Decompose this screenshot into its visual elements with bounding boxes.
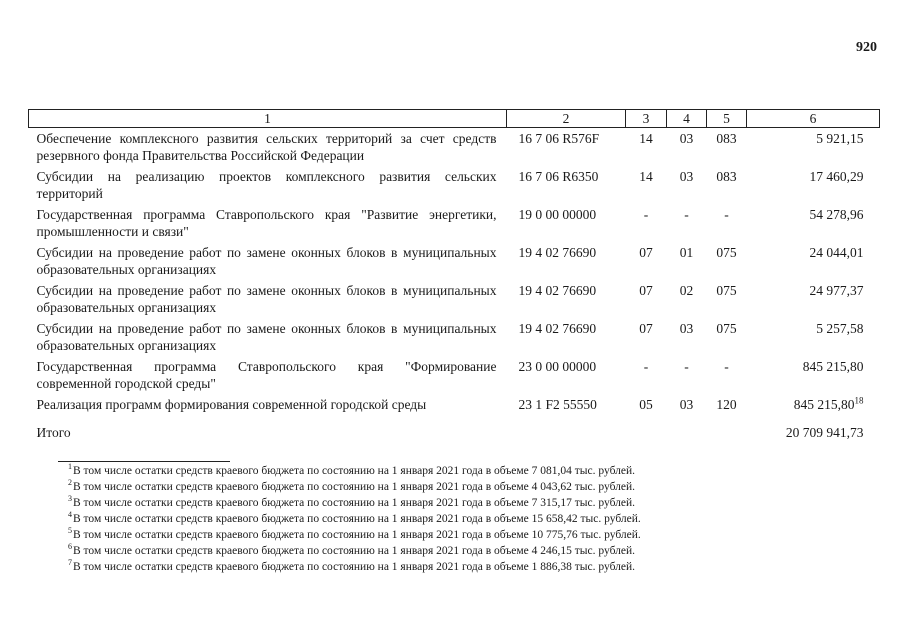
row-sum-value: 54 278,96 <box>809 207 864 222</box>
row-sum <box>747 320 880 358</box>
table-row <box>29 358 880 396</box>
total-sum <box>747 424 880 448</box>
row-col4: - <box>684 359 689 374</box>
footnote <box>68 559 828 575</box>
footnote-number: 5 <box>68 526 72 536</box>
row-sum <box>747 168 880 206</box>
row-sum-value: 845 215,80 <box>802 359 864 374</box>
row-col3: 14 <box>639 169 653 184</box>
row-col3: 14 <box>639 131 653 146</box>
footnote <box>68 463 828 479</box>
row-name: Обеспечение комплексного развития сельских территорий за счет средств резервного фонда Правительства Российской Федерации <box>36 131 497 163</box>
row-col5: 075 <box>716 283 737 298</box>
column-header: 3 <box>626 110 667 128</box>
row-col3: 07 <box>639 321 653 336</box>
row-name: Государственная программа Ставропольского края "Развитие энергетики, промышленности и связи" <box>36 207 497 239</box>
row-code: 23 1 F2 55550 <box>518 397 597 412</box>
row-name: Субсидии на реализацию проектов комплексного развития сельских территорий <box>36 169 497 201</box>
footnote <box>68 495 828 511</box>
row-col3: - <box>643 359 649 374</box>
column-header: 6 <box>747 110 880 128</box>
footnote-number: 7 <box>68 558 72 568</box>
row-col4: 03 <box>679 321 694 336</box>
row-sum-value: 5 257,58 <box>816 321 864 336</box>
footnote-text: В том числе остатки средств краевого бюджета по состоянию на 1 января 2021 года в объеме 4 246,15 тыс. рублей. <box>73 545 636 557</box>
table-row <box>29 168 880 206</box>
footnotes <box>68 463 828 575</box>
row-col5: 083 <box>716 131 737 146</box>
footnote <box>68 511 828 527</box>
footnote-text: В том числе остатки средств краевого бюджета по состоянию на 1 января 2021 года в объеме 7 315,17 тыс. рублей. <box>73 497 636 509</box>
total-row <box>29 424 880 448</box>
footnote-text: В том числе остатки средств краевого бюджета по состоянию на 1 января 2021 года в объеме 4 043,62 тыс. рублей. <box>73 481 636 493</box>
row-code: 19 4 02 76690 <box>518 245 597 260</box>
table-row <box>29 320 880 358</box>
row-code: 19 4 02 76690 <box>518 283 597 298</box>
footnote-number: 1 <box>68 462 72 472</box>
table-row <box>29 282 880 320</box>
row-sum <box>747 358 880 396</box>
row-col5: 083 <box>716 169 737 184</box>
footnote-text: В том числе остатки средств краевого бюджета по состоянию на 1 января 2021 года в объеме 10 775,76 тыс. рублей. <box>73 529 641 541</box>
row-name: Государственная программа Ставропольского края "Формирование современной городской среды" <box>36 359 497 391</box>
row-col5: 075 <box>716 245 737 260</box>
footnote <box>68 479 828 495</box>
row-sum <box>747 244 880 282</box>
row-sum <box>747 206 880 244</box>
column-header: 4 <box>667 110 707 128</box>
table-row <box>29 206 880 244</box>
footnote-text: В том числе остатки средств краевого бюджета по состоянию на 1 января 2021 года в объеме 15 658,42 тыс. рублей. <box>73 513 641 525</box>
table-row <box>29 128 880 169</box>
row-col3: 07 <box>639 283 653 298</box>
row-col3: - <box>643 207 649 222</box>
row-code: 16 7 06 R6350 <box>518 169 599 184</box>
footnote-number: 4 <box>68 510 72 520</box>
footnote <box>68 527 828 543</box>
row-col5: 075 <box>716 321 737 336</box>
row-code: 16 7 06 R576F <box>518 131 600 146</box>
table-row <box>29 396 880 424</box>
row-col4: 02 <box>679 283 694 298</box>
row-col4: 03 <box>679 169 694 184</box>
row-col4: - <box>684 207 689 222</box>
total-sum-value: 20 709 941,73 <box>785 425 864 440</box>
table-row <box>29 244 880 282</box>
row-name: Реализация программ формирования современной городской среды <box>36 397 427 412</box>
row-sum-value: 845 215,80 <box>793 397 855 412</box>
row-sum <box>747 396 880 424</box>
column-header: 5 <box>707 110 747 128</box>
row-col5: - <box>724 359 729 374</box>
row-sum-value: 5 921,15 <box>816 131 864 146</box>
row-code: 23 0 00 00000 <box>518 359 597 374</box>
row-sum <box>747 128 880 169</box>
row-col4: 01 <box>679 245 694 260</box>
row-col3: 05 <box>639 397 653 412</box>
row-sum-value: 17 460,29 <box>809 169 864 184</box>
row-col3: 07 <box>639 245 653 260</box>
row-col5: 120 <box>716 397 737 412</box>
footnote <box>68 543 828 559</box>
row-sum <box>747 282 880 320</box>
row-name: Субсидии на проведение работ по замене оконных блоков в муниципальных образовательных организациях <box>36 245 497 277</box>
footnote-text: В том числе остатки средств краевого бюджета по состоянию на 1 января 2021 года в объеме 1 886,38 тыс. рублей. <box>73 561 636 573</box>
footnote-divider <box>58 461 230 462</box>
footnote-number: 6 <box>68 542 72 552</box>
row-name: Субсидии на проведение работ по замене оконных блоков в муниципальных образовательных организациях <box>36 321 497 353</box>
total-label: Итого <box>36 425 71 440</box>
budget-table <box>28 109 880 448</box>
column-header: 2 <box>507 110 626 128</box>
row-col4: 03 <box>679 131 694 146</box>
row-sum-value: 24 977,37 <box>809 283 864 298</box>
page-number: 920 <box>856 40 877 55</box>
row-name: Субсидии на проведение работ по замене оконных блоков в муниципальных образовательных организациях <box>36 283 497 315</box>
footnote-number: 3 <box>68 494 72 504</box>
row-code: 19 4 02 76690 <box>518 321 597 336</box>
table-header-row <box>29 110 880 128</box>
column-header: 1 <box>29 110 507 128</box>
row-col5: - <box>724 207 729 222</box>
footnote-ref: 18 <box>854 395 864 406</box>
row-code: 19 0 00 00000 <box>518 207 597 222</box>
footnote-number: 2 <box>68 478 72 488</box>
footnote-text: В том числе остатки средств краевого бюджета по состоянию на 1 января 2021 года в объеме 7 081,04 тыс. рублей. <box>73 465 636 477</box>
row-col4: 03 <box>679 397 694 412</box>
row-sum-value: 24 044,01 <box>809 245 864 260</box>
